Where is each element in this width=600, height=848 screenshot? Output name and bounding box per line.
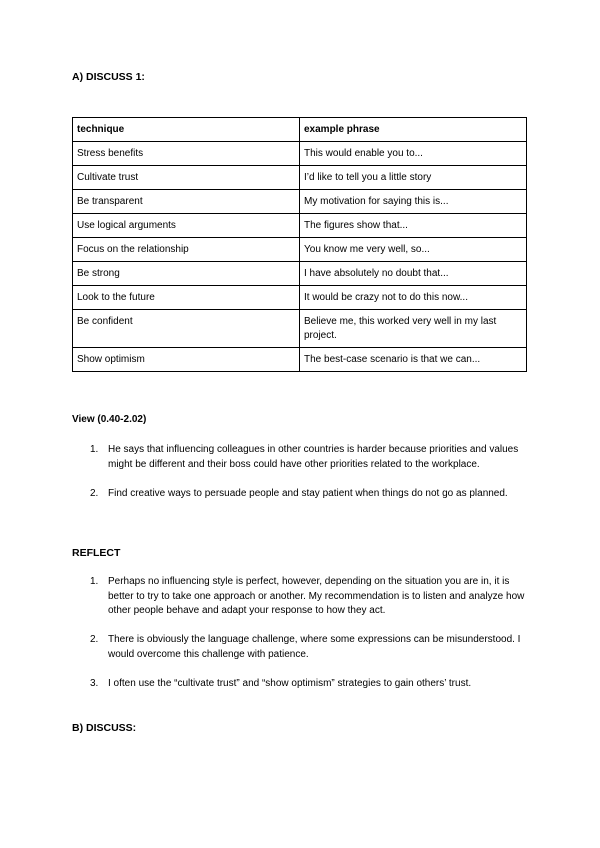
list-item-text: Perhaps no influencing style is perfect, however, depending on the situation you are in, it is better to try to take one approach or another. My recommendation is to listen and analyze how other people behave and adapt your response to how they act. [108,576,525,616]
list-item-text: He says that influencing colleagues in other countries is harder because priorities and values might be different and their boss could have other priorities related to the workplace. [108,444,519,470]
phrase-cell: The best-case scenario is that we can... [300,348,527,372]
phrase-cell: You know me very well, so... [300,238,527,262]
technique-cell: Show optimism [73,348,300,372]
technique-cell: Be transparent [73,190,300,214]
header-technique: technique [73,118,300,142]
technique-cell: Be confident [73,310,300,348]
table-row [73,286,527,310]
list-item-text: There is obviously the language challenge, where some expressions can be misunderstood. I would overcome this challenge with patience. [108,634,521,660]
list-item [90,633,530,662]
phrase-cell: Believe me, this worked very well in my last project. [300,310,527,348]
phrase-cell: I have absolutely no doubt that... [300,262,527,286]
phrase-cell: I’d like to tell you a little story [300,166,527,190]
technique-cell: Cultivate trust [73,166,300,190]
table-row [73,262,527,286]
header-example-phrase: example phrase [300,118,527,142]
table-row [73,238,527,262]
phrase-cell: The figures show that... [300,214,527,238]
technique-table [72,117,527,372]
list-item [90,487,530,502]
list-item-number: 1. [90,444,99,455]
table-header-row [73,118,527,142]
discuss-1-heading: A) DISCUSS 1: [72,71,145,83]
view-list [90,443,530,516]
list-item [90,443,530,472]
list-item-text: Find creative ways to persuade people and stay patient when things do not go as planned. [108,487,508,499]
phrase-cell: It would be crazy not to do this now... [300,286,527,310]
phrase-cell: My motivation for saying this is... [300,190,527,214]
list-item [90,677,530,692]
table-row [73,214,527,238]
technique-cell: Use logical arguments [73,214,300,238]
list-item [90,575,530,619]
list-item-text: I often use the “cultivate trust” and “show optimism” strategies to gain others’ trust. [108,677,472,689]
view-heading: View (0.40-2.02) [72,414,147,425]
list-item-number: 2. [90,634,99,645]
technique-cell: Be strong [73,262,300,286]
table-row [73,310,527,348]
technique-cell: Stress benefits [73,142,300,166]
phrase-cell: This would enable you to... [300,142,527,166]
reflect-list [90,575,530,706]
table-row [73,166,527,190]
table-row [73,190,527,214]
reflect-heading: REFLECT [72,547,121,559]
list-item-number: 3. [90,677,99,689]
technique-cell: Look to the future [73,286,300,310]
list-item-number: 2. [90,487,99,499]
discuss-b-heading: B) DISCUSS: [72,722,137,734]
technique-cell: Focus on the relationship [73,238,300,262]
table-row [73,142,527,166]
table-row [73,348,527,372]
list-item-number: 1. [90,576,99,587]
